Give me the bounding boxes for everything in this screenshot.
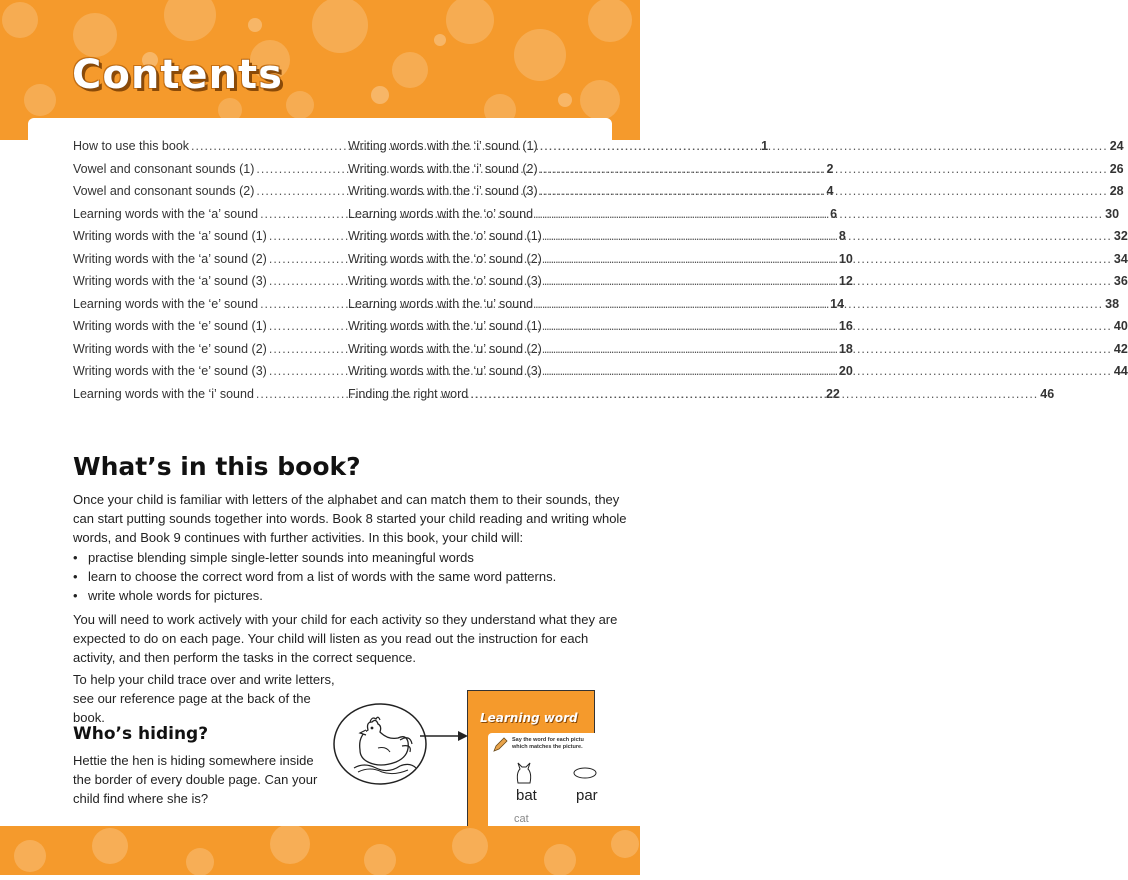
toc-entry-title: Writing words with the ‘a’ sound (1) (73, 229, 267, 243)
toc-entry-title: Learning words with the ‘u’ sound (348, 296, 534, 311)
toc-entry-title: Writing words with the ‘u’ sound (1) (348, 319, 542, 333)
toc-entry-page: 46 (1040, 386, 1055, 401)
toc-entry-title: Writing words with the ‘u’ sound (3) (348, 364, 542, 378)
toc-entry-title: Learning words with the ‘o’ sound (348, 206, 534, 221)
hiding-paragraph: Hettie the hen is hiding somewhere inside the border of every double page. Can your child find where she is? (73, 753, 318, 806)
thumbnail-word-3: cat (514, 813, 529, 825)
toc-entry-page: 14 (830, 296, 845, 311)
guidance-paragraph: You will need to work actively with your child for each activity so they understand what they are expected to do on each page. Your child will listen as you read out the instruction for each activity, and then perform the tasks in the correct sequence. (73, 612, 618, 665)
toc-entry-page: 2 (826, 161, 834, 176)
toc-entry-page: 12 (838, 274, 853, 288)
toc-entry-page: 36 (1113, 274, 1128, 288)
toc-entry-title: Vowel and consonant sounds (2) (73, 184, 255, 198)
whats-in-book-heading: What’s in this book? (73, 452, 361, 481)
cat-icon (512, 759, 536, 785)
pencil-icon (492, 737, 508, 753)
toc-entry-page: 18 (838, 341, 853, 356)
pan-icon (572, 765, 598, 781)
toc-entry-title: Writing words with the ‘u’ sound (2) (348, 341, 542, 356)
toc-entry-page: 22 (825, 386, 840, 401)
toc-entry-page: 38 (1105, 296, 1120, 311)
toc-entry-title: Vowel and consonant sounds (1) (73, 161, 255, 176)
bubble-pattern (0, 826, 640, 875)
list-item: • learn to choose the correct word from a list of words with the same word patterns. (73, 567, 628, 586)
toc-entry-page: 26 (1109, 161, 1124, 176)
toc-entry-title: Writing words with the ‘o’ sound (2) (348, 251, 542, 266)
toc-entry-title: Writing words with the ‘o’ sound (3) (348, 274, 542, 288)
toc-entry-title: Writing words with the ‘a’ sound (2) (73, 251, 267, 266)
toc-entry-page: 24 (1109, 139, 1124, 153)
toc-entry-page: 10 (838, 251, 853, 266)
list-item: • practise blending simple single-letter sounds into meaningful words (73, 548, 628, 567)
activity-list (73, 548, 628, 605)
toc-entry-page: 44 (1113, 364, 1128, 378)
reference-paragraph: To help your child trace over and write letters, see our reference page at the back of the book. (73, 672, 335, 725)
toc-entry-title: Writing words with the ‘i’ sound (2) (348, 161, 538, 176)
toc-entry[interactable] (348, 161, 1124, 185)
toc-entry-page: 16 (838, 319, 853, 333)
toc-entry-title: Learning words with the ‘a’ sound (73, 206, 259, 221)
toc-entry-page: 28 (1109, 184, 1124, 198)
toc-entry[interactable] (348, 229, 1128, 252)
toc-entry-page: 20 (838, 364, 853, 378)
toc-entry-title: Writing words with the ‘e’ sound (3) (73, 364, 267, 378)
toc-entry[interactable] (348, 184, 1124, 207)
toc-entry-page: 30 (1105, 206, 1120, 221)
toc-entry-page: 6 (830, 206, 838, 221)
toc-entry-title: Writing words with the ‘i’ sound (3) (348, 184, 538, 198)
toc-entry-page: 8 (838, 229, 846, 243)
toc-entry-page: 34 (1113, 251, 1128, 266)
intro-paragraph: Once your child is familiar with letters of the alphabet and can match them to their sounds, they can start putting sounds together into words. Book 8 started your child reading and writing whole words, and Book 9 continues with further activities. In this book, your child will: (73, 492, 627, 545)
toc-entry-title: Writing words with the ‘e’ sound (2) (73, 341, 267, 356)
toc-entry-title: Writing words with the ‘e’ sound (1) (73, 319, 267, 333)
toc-entry-title: Writing words with the ‘a’ sound (3) (73, 274, 267, 288)
thumbnail-word-1: bat (516, 787, 537, 804)
toc-entry-title: How to use this book (73, 139, 190, 153)
thumbnail-title: Learning word (480, 711, 578, 725)
toc-entry-page: 40 (1113, 319, 1128, 333)
toc-entry[interactable] (348, 206, 1120, 230)
thumbnail-instruction: Say the word for each pictu which matches the picture. (512, 737, 584, 750)
toc-entry-page: 42 (1113, 341, 1128, 356)
footer-banner (0, 826, 640, 875)
whos-hiding-heading: Who’s hiding? (73, 724, 209, 744)
thumbnail-word-2: par (576, 787, 598, 804)
toc-entry-title: Writing words with the ‘o’ sound (1) (348, 229, 542, 243)
toc-entry-page: 1 (761, 139, 769, 153)
page-title: Contents (72, 52, 283, 98)
toc-entry-page: 4 (826, 184, 834, 198)
toc-entry-page: 32 (1113, 229, 1128, 243)
toc-entry-title: Learning words with the ‘e’ sound (73, 296, 259, 311)
toc-entry-title: Writing words with the ‘i’ sound (1) (348, 139, 538, 153)
list-item: • write whole words for pictures. (73, 586, 628, 605)
toc-entry-title: Finding the right word (348, 386, 469, 401)
toc-entry[interactable] (348, 139, 1124, 162)
toc-entry-title: Learning words with the ‘i’ sound (73, 386, 254, 401)
arrow-icon (420, 728, 470, 744)
